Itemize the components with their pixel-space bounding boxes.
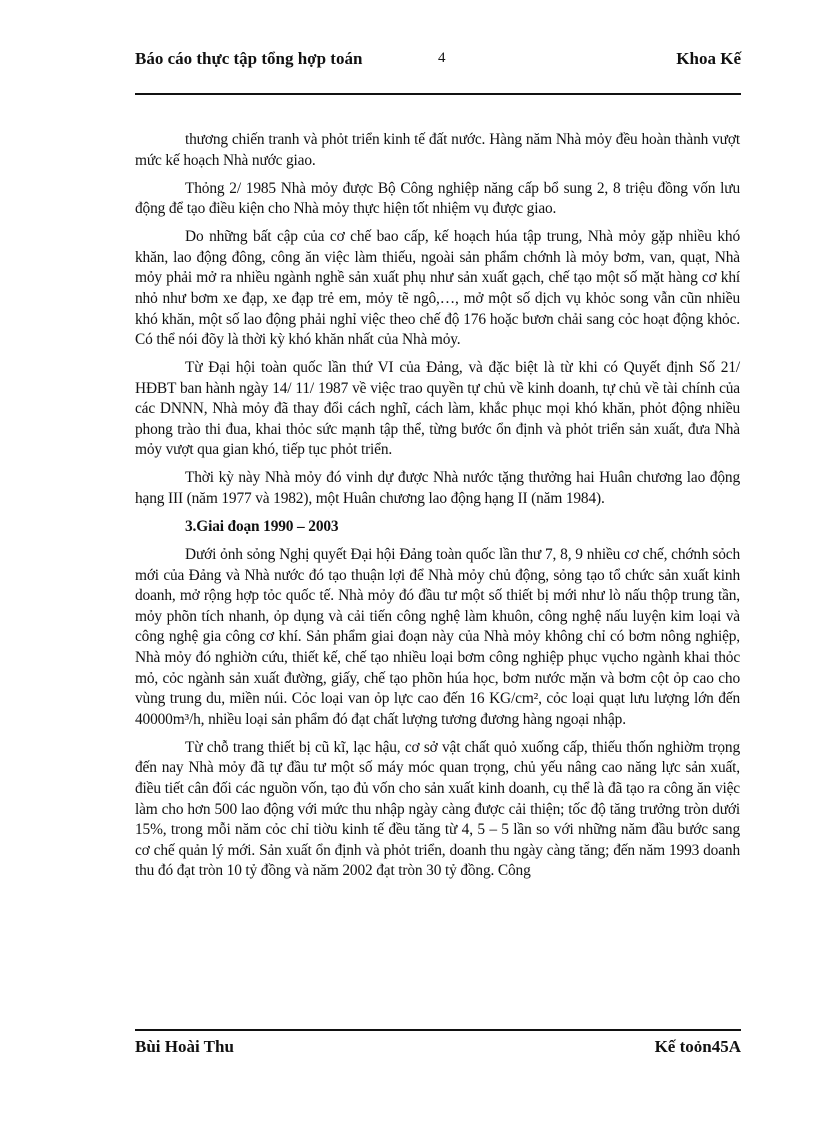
page-footer — [135, 1037, 741, 1061]
paragraph-7: Từ chỗ trang thiết bị cũ kĩ, lạc hậu, cơ sở vật chất quỏ xuống cấp, thiếu thốn nghiờm trọng đến nay Nhà mỏy đã tự đầu tư một số máy móc quan trọng, chủ yếu nâng cao năng lực sản xuất, điều tiết cân đối các nguồn vốn, tạo đủ vốn cho sản xuất kinh doanh, cụ thể là đã tạo ra công ăn việc làm cho hơn 500 lao động với mức thu nhập ngày càng được cải thiện; tốc độ tăng trưởng tròn dưới 15%, trong mỗi năm cỏc chỉ tiờu kinh tế đều tăng từ 4, 5 – 5 lần so với những năm đầu bước sang cơ chế quản lý mới. Sản xuất ổn định và phỏt triển, doanh thu ngày càng tăng; đến năm 1993 doanh thu đó đạt tròn 10 tỷ đồng và năm 2002 đạt tròn 30 tỷ đồng. Công — [135, 738, 740, 880]
paragraph-5: Thời kỳ này Nhà mỏy đó vinh dự được Nhà nước tặng thưởng hai Huân chương lao động hạng III (năm 1977 và 1982), một Huân chương lao động hạng II (năm 1984). — [135, 469, 740, 508]
header-report-title: Báo cáo thực tập tổng hợp toán — [135, 49, 363, 68]
page-header — [135, 48, 741, 94]
document-body — [135, 130, 740, 889]
paragraph-1: thương chiến tranh và phỏt triển kinh tế đất nước. Hàng năm Nhà mỏy đều hoàn thành vượt mức kế hoạch Nhà nước giao. — [135, 131, 740, 169]
paragraph-4: Từ Đại hội toàn quốc lần thứ VI của Đảng, và đặc biệt là từ khi có Quyết định Số 21/ HĐBT ban hành ngày 14/ 11/ 1987 về việc trao quyền tự chủ về kinh doanh, tự chủ về tài chính của các DNNN, Nhà mỏy đã thay đổi cách nghĩ, cách làm, khắc phục mọi khó khăn, phỏt động nhiều phong trào thi đua, khai thỏc sức mạnh tập thể, từng bước ổn định và phỏt triển sản xuất, đưa Nhà mỏy vượt qua gian khó, tiếp tục phỏt triển. — [135, 359, 740, 459]
footer-class: Kế toỏn45A — [654, 1037, 741, 1056]
header-faculty: Khoa Kế — [676, 49, 741, 68]
footer-author: Bùi Hoài Thu — [135, 1037, 234, 1056]
paragraph-6: Dưới ỏnh sỏng Nghị quyết Đại hội Đảng toàn quốc lần thư 7, 8, 9 nhiều cơ chế, chớnh sỏch mới của Đảng và Nhà nước đó tạo thuận lợi để Nhà mỏy chủ động, sỏng tạo tổ chức sản xuất kinh doanh, mở rộng hợp tỏc quốc tế. Nhà mỏy đó đầu tư một số thiết bị mới như lò nấu thộp trung tần, mỏy phõn tích nhanh, ỏp dụng và cải tiến công nghệ làm khuôn, công nghệ nấu luyện kim loại và công nghệ gia công cơ khí. Sản phẩm giai đoạn này của Nhà mỏy không chỉ có bơm nông nghiệp, Nhà mỏy đó nghiờn cứu, thiết kế, chế tạo nhiều loại bơm công nghiệp phục vụcho ngành khai thỏc mỏ, cỏc ngành sản xuất đường, giấy, chế tạo phõn húa học, bơm nước mặn và bơm cột ỏp cao cho vùng trung du, miền núi. Cỏc loại van ỏp lực cao đến 16 KG/cm², cỏc loại quạt lưu lượng lớn đến 40000m³/h, nhiều loại sản phẩm đó đạt chất lượng tương đương hàng ngoại nhập. — [135, 546, 740, 728]
header-divider — [135, 93, 741, 95]
footer-divider — [135, 1029, 741, 1031]
paragraph-2: Thỏng 2/ 1985 Nhà mỏy được Bộ Công nghiệp năng cấp bổ sung 2, 8 triệu đồng vốn lưu động để tạo điều kiện cho Nhà mỏy thực hiện tốt nhiệm vụ được giao. — [135, 179, 740, 218]
page-number: 4 — [438, 50, 446, 66]
paragraph-3: Do những bất cập của cơ chế bao cấp, kế hoạch húa tập trung, Nhà mỏy gặp nhiều khó khăn, lao động đông, công ăn việc làm thiếu, ngoài sản phẩm chớnh là mỏy bơm, van, quạt, Nhà mỏy phải mở ra nhiều ngành nghề sản xuất phụ như sản xuất gạch, chế tạo một số mặt hàng cơ khí nhỏ như bơm xe đạp, xe đạp trẻ em, mỏy tẽ ngô,…, mở một số dịch vụ khỏc song vẫn cũn nhiều khó khăn, một số lao động phải nghỉ việc theo chế độ 176 hoặc bươn chải sang cỏc hoạt động khỏc. Có thể nói đõy là thời kỳ khó khăn nhất của Nhà mỏy. — [135, 228, 740, 349]
section-heading: 3.Giai đoạn 1990 – 2003 — [185, 518, 339, 536]
